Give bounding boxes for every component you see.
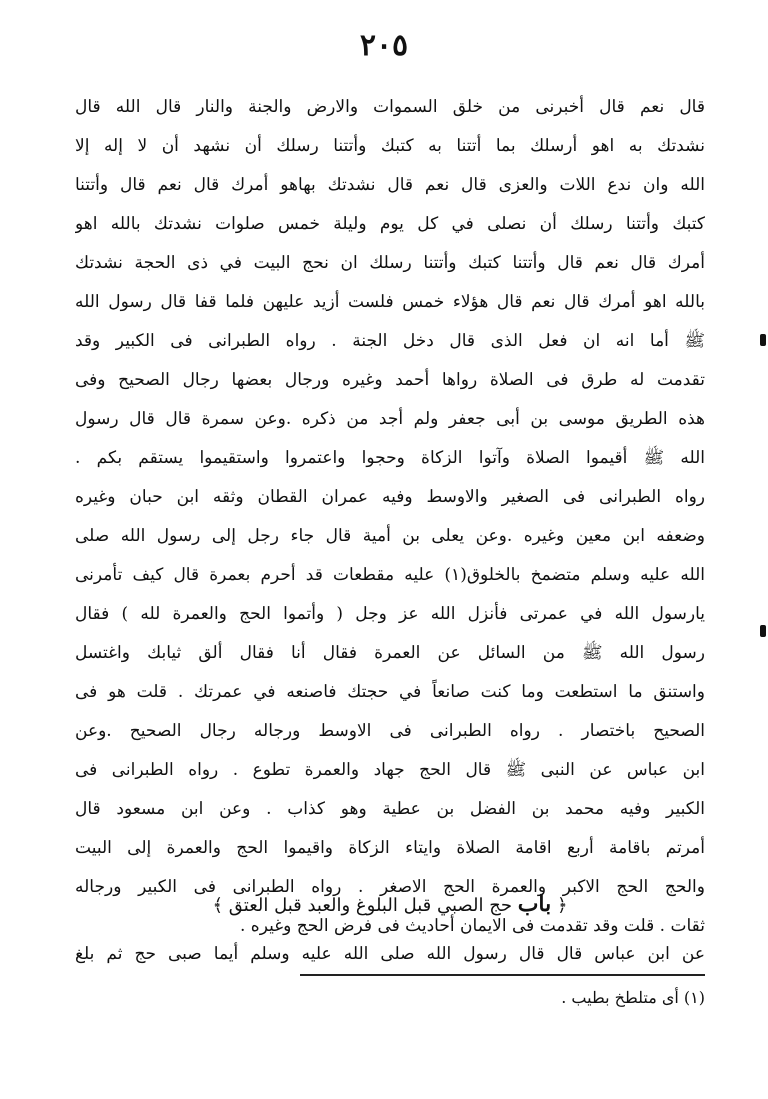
text-line: تقدمت له طرق فى الصلاة رواها أحمد وغيره ورجال بعضها رجال الصحيح وفى bbox=[75, 370, 705, 390]
text-line: وضعفه ابن معين وغيره .وعن يعلى بن أمية قال جاء رجل إلى رسول الله صلى bbox=[75, 526, 705, 546]
text-line: نشدتك به اهو أرسلك بما أتتنا به كتبك وأتتنا رسلك أن نشهد أن لا إله إلا bbox=[75, 136, 705, 156]
text-line: واستنق ما استطعت وما كنت صانعاً في حجتك فاصنعه في عمرتك . قلت هو فى bbox=[75, 682, 705, 702]
main-text-block bbox=[75, 88, 705, 946]
text-line: رواه الطبرانى فى الصغير والاوسط وفيه عمران القطان وثقه ابن حبان وغيره bbox=[75, 487, 705, 507]
text-line: أمرتم باقامة أربع اقامة الصلاة وايتاء الزكاة واقيموا الحج والعمرة إلى البيت bbox=[75, 838, 705, 858]
text-line: يارسول الله في عمرتى فأنزل الله عز وجل ( وأتموا الحج والعمرة لله ) فقال bbox=[75, 604, 705, 624]
text-line: قال نعم قال أخبرنى من خلق السموات والارض والجنة والنار قال الله قال bbox=[75, 97, 705, 117]
text-line: الله وان ندع اللات والعزى قال نعم قال نشدتك بهاهو أمرك قال نعم قال وأتتنا bbox=[75, 175, 705, 195]
text-line: ﷺ أما انه ان فعل الذى قال دخل الجنة . رواه الطبرانى فى الكبير وقد bbox=[75, 331, 705, 351]
footnote-divider bbox=[300, 974, 705, 976]
text-line: والحج الحج الاكبر والعمرة الحج الاصغر . رواه الطبرانى فى الكبير ورجاله bbox=[75, 877, 705, 897]
text-line: الله عليه وسلم متضمخ بالخلوق(١) عليه مقطعات قد أحرم بعمرة قال كيف تأمرنى bbox=[75, 565, 705, 585]
heading-open-bracket: ﴿ bbox=[556, 895, 568, 916]
scan-edge-mark bbox=[760, 334, 766, 346]
text-line: هذه الطريق موسى بن أبى جعفر ولم أجد من ذكره .وعن سمرة قال قال رسول bbox=[75, 409, 705, 429]
text-line: ثقات . قلت وقد تقدمت فى الايمان أحاديث فى فرض الحج وغيره . bbox=[240, 916, 705, 936]
text-line: الكبير وفيه محمد بن الفضل بن عطية وهو كذاب . وعن ابن مسعود قال bbox=[75, 799, 705, 819]
text-line: الصحيح باختصار . رواه الطبرانى فى الاوسط ورجاله رجال الصحيح .وعن bbox=[75, 721, 705, 741]
heading-close-bracket: ﴾ bbox=[212, 895, 224, 916]
text-line: الله ﷺ أقيموا الصلاة وآتوا الزكاة وحجوا واعتمروا واستقيموا يستقم بكم . bbox=[75, 448, 705, 468]
text-line: رسول الله ﷺ من السائل عن العمرة فقال أنا فقال ألق ثيابك واغتسل bbox=[75, 643, 705, 663]
chapter-first-line: عن ابن عباس قال قال رسول الله صلى الله عليه وسلم أيما صبى حج ثم بلغ bbox=[75, 944, 705, 964]
chapter-label: باب bbox=[517, 891, 552, 917]
text-line: كتبك وأتتنا رسلك أن نصلى في كل يوم وليلة خمس صلوات نشدتك بالله اهو bbox=[75, 214, 705, 234]
scan-edge-mark bbox=[760, 625, 766, 637]
text-line: ابن عباس عن النبى ﷺ قال الحج جهاد والعمرة تطوع . رواه الطبرانى فى bbox=[75, 760, 705, 780]
chapter-title: حج الصبي قبل البلوغ والعبد قبل العتق bbox=[228, 895, 512, 916]
chapter-heading bbox=[75, 884, 705, 926]
page-number: ٢٠٥ bbox=[359, 28, 409, 63]
footnote: (١) أى متلطخ بطيب . bbox=[561, 988, 705, 1007]
text-line: بالله اهو أمرك قال نعم قال هؤلاء خمس فلست أزيد عليهن فلما قفا قال رسول الله bbox=[75, 292, 705, 312]
text-line: أمرك قال نعم قال وأتتنا كتبك وأتتنا رسلك ان نحج البيت في ذى الحجة نشدتك bbox=[75, 253, 705, 273]
